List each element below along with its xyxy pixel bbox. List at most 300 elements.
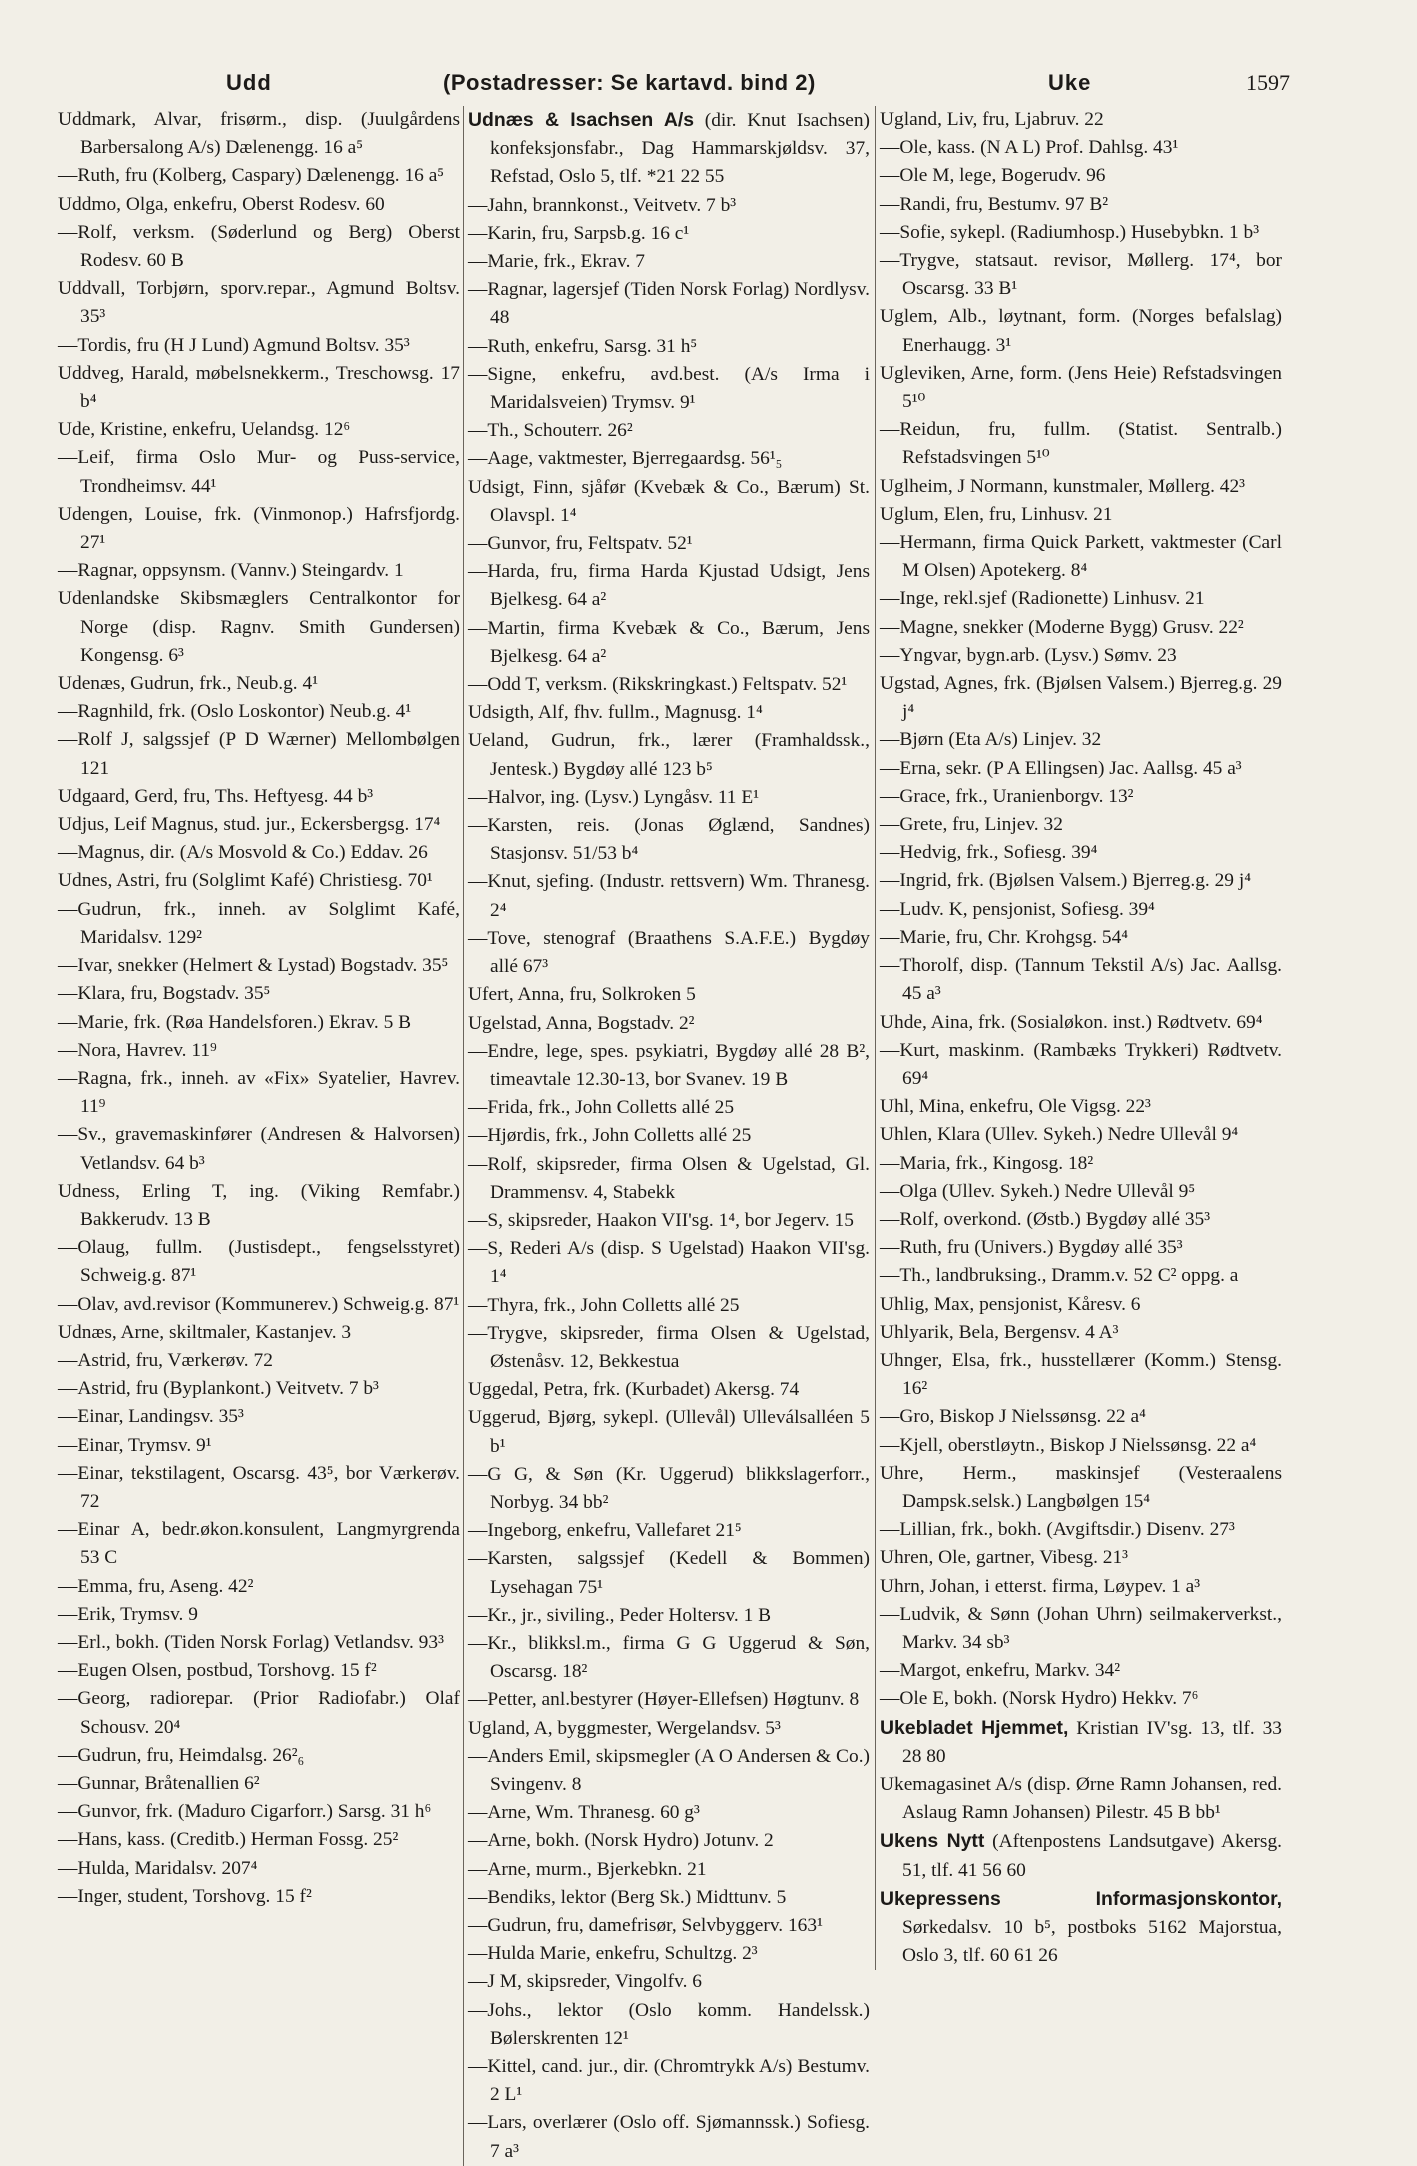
entry-text: —Rolf J, salgssjef (P D Wærner) Mellombølgen 121 bbox=[58, 729, 460, 779]
directory-entry bbox=[58, 1009, 460, 1037]
entry-text: —Einar A, bedr.økon.konsulent, Langmyrgrenda 53 C bbox=[58, 1519, 460, 1569]
entry-text: —Thyra, frk., John Colletts allé 25 bbox=[468, 1294, 740, 1316]
entry-text: —Tove, stenograf (Braathens S.A.F.E.) Bygdøy allé 67³ bbox=[468, 927, 870, 978]
directory-entry bbox=[880, 162, 1282, 190]
directory-entry bbox=[880, 1657, 1282, 1685]
directory-entry bbox=[880, 1885, 1282, 1971]
directory-entry bbox=[58, 811, 460, 839]
entry-text: —Ole E, bokh. (Norsk Hydro) Hekkv. 7⁶ bbox=[880, 1688, 1199, 1710]
directory-entry bbox=[880, 501, 1282, 529]
directory-entry bbox=[468, 333, 870, 361]
directory-entry bbox=[58, 332, 460, 360]
directory-entry bbox=[468, 1517, 870, 1545]
entry-text: —Arne, bokh. (Norsk Hydro) Jotunv. 2 bbox=[468, 1830, 774, 1852]
entry-text: Uhl, Mina, enkefru, Ole Vigsg. 22³ bbox=[880, 1096, 1151, 1118]
directory-entry bbox=[468, 106, 870, 192]
directory-entry bbox=[58, 1432, 460, 1460]
entry-text: —Inge, rekl.sjef (Radionette) Linhusv. 21 bbox=[880, 588, 1205, 610]
entry-text: —Hulda Marie, enkefru, Schultzg. 2³ bbox=[468, 1943, 758, 1965]
directory-entry bbox=[58, 1742, 460, 1770]
directory-columns bbox=[58, 106, 1290, 2162]
entry-text: —G G, & Søn (Kr. Uggerud) blikkslagerforr., Norbyg. 34 bb² bbox=[468, 1463, 870, 1513]
entry-text: —Lars, overlærer (Oslo off. Sjømannssk.) Sofiesg. 7 a³ bbox=[468, 2112, 870, 2162]
directory-entry bbox=[468, 248, 870, 276]
entry-text: —Ludvik, & Sønn (Johan Uhrn) seilmakerverkst., Markv. 34 sb³ bbox=[880, 1603, 1282, 1653]
entry-text: Ugstad, Agnes, frk. (Bjølsen Valsem.) Bjerreg.g. 29 j⁴ bbox=[880, 673, 1282, 723]
directory-entry bbox=[880, 1291, 1282, 1319]
entry-text: Uggerud, Bjørg, sykepl. (Ullevål) Ulleválsalléen 5 b¹ bbox=[468, 1407, 870, 1457]
directory-entry bbox=[880, 1150, 1282, 1178]
directory-entry bbox=[880, 1262, 1282, 1290]
entry-text: —Gudrun, fru, damefrisør, Selvbyggerv. 163¹ bbox=[468, 1915, 823, 1936]
entry-text: Udenlandske Skibsmæglers Centralkontor for Norge (disp. Ragnv. Smith Gundersen) Kongensg. 6³ bbox=[58, 588, 460, 666]
entry-text: Ukemagasinet A/s (disp. Ørne Ramn Johansen, red. Aslaug Ramn Johansen) Pilestr. 45 B bb¹ bbox=[880, 1773, 1282, 1824]
directory-entry bbox=[58, 980, 460, 1008]
directory-entry bbox=[58, 416, 460, 444]
entry-text: Ufert, Anna, fru, Solkroken 5 bbox=[468, 984, 696, 1006]
directory-entry bbox=[468, 1799, 870, 1827]
directory-entry bbox=[58, 275, 460, 331]
entry-text: —Hedvig, frk., Sofiesg. 39⁴ bbox=[880, 842, 1098, 864]
entry-text: —Marie, frk. (Røa Handelsforen.) Ekrav. 5 B bbox=[58, 1011, 412, 1033]
entry-text: —Rolf, verksm. (Søderlund og Berg) Oberst Rodesv. 60 B bbox=[58, 221, 460, 272]
directory-entry bbox=[468, 1404, 870, 1460]
directory-entry bbox=[58, 444, 460, 500]
entry-text: —Trygve, skipsreder, firma Olsen & Ugelstad, Østenåsv. 12, Bekkestua bbox=[468, 1322, 870, 1372]
entry-text: —Nora, Havrev. 11⁹ bbox=[58, 1039, 217, 1061]
directory-entry bbox=[468, 2109, 870, 2165]
entry-text: —Trygve, statsaut. revisor, Møllerg. 17⁴, bor Oscarsg. 33 B¹ bbox=[880, 250, 1282, 300]
entry-company-name: Ukebladet Hjemmet, bbox=[880, 1716, 1069, 1739]
entry-text: —Harda, fru, firma Harda Kjustad Udsigt, Jens Bjelkesg. 64 a² bbox=[468, 561, 870, 611]
directory-entry bbox=[468, 615, 870, 671]
directory-entry bbox=[58, 1770, 460, 1798]
entry-text: —Bendiks, lektor (Berg Sk.) Midttunv. 5 bbox=[468, 1886, 787, 1908]
entry-text: Kristian IV'sg. 13, tlf. 33 28 80 bbox=[902, 1717, 1282, 1767]
directory-entry bbox=[58, 557, 460, 585]
directory-entry bbox=[880, 219, 1282, 247]
directory-entry bbox=[58, 1629, 460, 1657]
directory-entry bbox=[468, 1715, 870, 1743]
directory-entry bbox=[880, 1432, 1282, 1460]
directory-entry bbox=[468, 1856, 870, 1884]
entry-text: —Karsten, reis. (Jonas Øglænd, Sandnes) Stasjonsv. 51/53 b⁴ bbox=[468, 815, 870, 865]
directory-entry bbox=[58, 106, 460, 162]
entry-text: —Signe, enkefru, avd.best. (A/s Irma i Maridalsveien) Trymsv. 9¹ bbox=[468, 363, 870, 414]
directory-entry bbox=[58, 1798, 460, 1826]
directory-entry bbox=[880, 811, 1282, 839]
entry-text: Uhde, Aina, frk. (Sosialøkon. inst.) Rødtvetv. 69⁴ bbox=[880, 1011, 1263, 1033]
entry-text: —Gunvor, fru, Feltspatv. 52¹ bbox=[468, 533, 693, 555]
directory-entry bbox=[880, 529, 1282, 585]
entry-text: —Olav, avd.revisor (Kommunerev.) Schweig.g. 87¹ bbox=[58, 1293, 460, 1315]
entry-text: —Inger, student, Torshovg. 15 f² bbox=[58, 1885, 312, 1907]
entry-text: —Hulda, Maridalsv. 207⁴ bbox=[58, 1857, 258, 1879]
entry-text: —Erl., bokh. (Tiden Norsk Forlag) Vetlandsv. 93³ bbox=[58, 1631, 444, 1653]
directory-entry bbox=[58, 360, 460, 416]
entry-text: —Halvor, ing. (Lysv.) Lyngåsv. 11 E¹ bbox=[468, 786, 760, 808]
directory-entry bbox=[880, 1206, 1282, 1234]
directory-entry bbox=[880, 1093, 1282, 1121]
entry-text: —Arne, Wm. Thranesg. 60 g³ bbox=[468, 1802, 700, 1824]
entry-text: —Sv., gravemaskinfører (Andresen & Halvorsen) Vetlandsv. 64 b³ bbox=[58, 1124, 460, 1174]
directory-entry bbox=[58, 1121, 460, 1177]
entry-text: Uddvall, Torbjørn, sporv.repar., Agmund Boltsv. 35³ bbox=[58, 278, 460, 328]
entry-text: —Reidun, fru, fullm. (Statist. Sentralb.) Refstadsvingen 5¹⁰ bbox=[880, 419, 1282, 469]
entry-text: Sørkedalsv. 10 b⁵, postboks 5162 Majorstua, Oslo 3, tlf. 60 61 26 bbox=[902, 1917, 1282, 1967]
entry-text: —Grace, frk., Uranienborgv. 13² bbox=[880, 785, 1134, 807]
entry-text: Uglum, Elen, fru, Linhusv. 21 bbox=[880, 503, 1113, 525]
directory-entry bbox=[880, 1319, 1282, 1347]
directory-entry bbox=[880, 1544, 1282, 1572]
directory-entry bbox=[880, 134, 1282, 162]
directory-entry bbox=[880, 896, 1282, 924]
entry-text: —Gudrun, frk., inneh. av Solglimt Kafé, Maridalsv. 129² bbox=[58, 898, 460, 948]
directory-entry bbox=[880, 755, 1282, 783]
entry-text: —Ole M, lege, Bogerudv. 96 bbox=[880, 165, 1106, 187]
entry-text: —Magnus, dir. (A/s Mosvold & Co.) Eddav. 26 bbox=[58, 842, 428, 864]
directory-entry bbox=[468, 1602, 870, 1630]
entry-text: Uhlyarik, Bela, Bergensv. 4 A³ bbox=[880, 1321, 1119, 1343]
directory-entry bbox=[880, 642, 1282, 670]
directory-entry bbox=[58, 1460, 460, 1516]
directory-entry bbox=[468, 671, 870, 699]
entry-text: —Frida, frk., John Colletts allé 25 bbox=[468, 1097, 735, 1119]
directory-entry bbox=[468, 445, 870, 473]
directory-entry bbox=[468, 1010, 870, 1038]
directory-entry bbox=[58, 1826, 460, 1854]
entry-text: —Ingeborg, enkefru, Vallefaret 21⁵ bbox=[468, 1520, 742, 1542]
directory-entry bbox=[880, 191, 1282, 219]
entry-text: —Rolf, skipsreder, firma Olsen & Ugelstad, Gl. Drammensv. 4, Stabekk bbox=[468, 1153, 870, 1203]
directory-page bbox=[58, 66, 1290, 2162]
directory-entry bbox=[468, 1968, 870, 1996]
directory-entry bbox=[880, 614, 1282, 642]
directory-entry bbox=[880, 585, 1282, 613]
directory-entry bbox=[468, 361, 870, 417]
directory-entry bbox=[58, 191, 460, 219]
directory-entry bbox=[468, 1912, 870, 1940]
directory-entry bbox=[468, 1743, 870, 1799]
directory-entry bbox=[880, 1009, 1282, 1037]
directory-entry bbox=[880, 924, 1282, 952]
directory-entry bbox=[58, 1855, 460, 1883]
entry-text: —Einar, Trymsv. 9¹ bbox=[58, 1434, 212, 1456]
entry-text: —Kurt, maskinm. (Rambæks Trykkeri) Rødtvetv. 69⁴ bbox=[880, 1039, 1282, 1089]
directory-entry bbox=[58, 867, 460, 895]
entry-text: Udness, Erling T, ing. (Viking Remfabr.) Bakkerudv. 13 B bbox=[58, 1180, 460, 1230]
entry-text: Udenæs, Gudrun, frk., Neub.g. 4¹ bbox=[58, 673, 319, 695]
entry-text: —Kr., jr., siviling., Peder Holtersv. 1 B bbox=[468, 1604, 772, 1626]
entry-text: Uhrn, Johan, i etterst. firma, Løypev. 1 a³ bbox=[880, 1575, 1201, 1597]
directory-entry bbox=[468, 192, 870, 220]
directory-entry bbox=[468, 1235, 870, 1291]
entry-text: —Einar, tekstilagent, Oscarsg. 43⁵, bor Værkerøv. 72 bbox=[58, 1462, 460, 1512]
entry-text: Ude, Kristine, enkefru, Uelandsg. 12⁶ bbox=[58, 419, 351, 441]
entry-text: (Aftenpostens Landsutgave) Akersg. 51, tlf. 41 56 60 bbox=[902, 1831, 1282, 1881]
directory-entry bbox=[58, 1685, 460, 1741]
header-range-start: Udd bbox=[226, 70, 272, 95]
entry-text: —Bjørn (Eta A/s) Linjev. 32 bbox=[880, 729, 1102, 751]
directory-entry bbox=[880, 473, 1282, 501]
entry-text: —Hjørdis, frk., John Colletts allé 25 bbox=[468, 1125, 752, 1147]
entry-text: —Marie, fru, Chr. Krohgsg. 54⁴ bbox=[880, 926, 1129, 948]
directory-entry bbox=[468, 1038, 870, 1094]
entry-text: —Karin, fru, Sarpsb.g. 16 c¹ bbox=[468, 222, 690, 244]
entry-text: —Erik, Trymsv. 9 bbox=[58, 1603, 198, 1625]
entry-text: —Erna, sekr. (P A Ellingsen) Jac. Aallsg. 45 a³ bbox=[880, 757, 1242, 779]
directory-entry bbox=[58, 1516, 460, 1572]
entry-text: —Endre, lege, spes. psykiatri, Bygdøy allé 28 B², timeavtale 12.30-13, bor Svanev. 19 B bbox=[468, 1040, 870, 1090]
directory-entry bbox=[58, 162, 460, 190]
directory-entry bbox=[880, 1714, 1282, 1771]
entry-text: —S, skipsreder, Haakon VII'sg. 1⁴, bor Jegerv. 15 bbox=[468, 1209, 854, 1231]
directory-entry bbox=[468, 981, 870, 1009]
directory-entry bbox=[468, 1207, 870, 1235]
entry-text: —Grete, fru, Linjev. 32 bbox=[880, 814, 1063, 836]
entry-text: —Gudrun, fru, Heimdalsg. 26²₆ bbox=[58, 1744, 305, 1766]
entry-text: —Lillian, frk., bokh. (Avgiftsdir.) Disenv. 27³ bbox=[880, 1519, 1235, 1541]
entry-text: Udjus, Leif Magnus, stud. jur., Eckersbergsg. 17⁴ bbox=[58, 814, 441, 836]
entry-text: —Knut, sjefing. (Industr. rettsvern) Wm. Thranesg. 2⁴ bbox=[468, 871, 870, 921]
entry-text: —Magne, snekker (Moderne Bygg) Grusv. 22² bbox=[880, 616, 1244, 638]
entry-text: —Leif, firma Oslo Mur- og Puss-service, Trondheimsv. 44¹ bbox=[58, 447, 460, 497]
directory-entry bbox=[468, 1686, 870, 1714]
entry-text: Ueland, Gudrun, frk., lærer (Framhaldssk., Jentesk.) Bygdøy allé 123 b⁵ bbox=[468, 730, 870, 780]
entry-text: Uggedal, Petra, frk. (Kurbadet) Akersg. 74 bbox=[468, 1379, 800, 1401]
entry-text: —Johs., lektor (Oslo komm. Handelssk.) Bølerskrenten 12¹ bbox=[468, 1999, 870, 2049]
directory-entry bbox=[58, 670, 460, 698]
entry-text: —Kjell, oberstløytn., Biskop J Nielssønsg. 22 a⁴ bbox=[880, 1434, 1257, 1456]
entry-text: Ugland, Liv, fru, Ljabruv. 22 bbox=[880, 109, 1104, 130]
entry-text: —Karsten, salgssjef (Kedell & Bommen) Lysehagan 75¹ bbox=[468, 1548, 870, 1598]
entry-text: —Emma, fru, Aseng. 42² bbox=[58, 1575, 254, 1597]
directory-entry bbox=[58, 839, 460, 867]
entry-text: Uhlig, Max, pensjonist, Kåresv. 6 bbox=[880, 1293, 1141, 1315]
entry-text: —Ragnhild, frk. (Oslo Loskontor) Neub.g. 4¹ bbox=[58, 701, 412, 723]
directory-entry bbox=[58, 1347, 460, 1375]
entry-text: —Ruth, fru (Univers.) Bygdøy allé 35³ bbox=[880, 1237, 1183, 1259]
page-header bbox=[58, 66, 1290, 100]
directory-entry bbox=[58, 783, 460, 811]
entry-text: —Th., Schouterr. 26² bbox=[468, 420, 633, 442]
entry-text: —Hermann, firma Quick Parkett, vaktmester (Carl M Olsen) Apotekerg. 8⁴ bbox=[880, 532, 1282, 582]
entry-text: Udengen, Louise, frk. (Vinmonop.) Hafrsfjordg. 27¹ bbox=[58, 503, 460, 554]
entry-text: —Sofie, sykepl. (Radiumhosp.) Husebybkn. 1 b³ bbox=[880, 221, 1260, 243]
directory-entry bbox=[880, 1460, 1282, 1516]
entry-text: —Olaug, fullm. (Justisdept., fengselsstyret) Schweig.g. 87¹ bbox=[58, 1237, 460, 1287]
directory-entry bbox=[58, 1601, 460, 1629]
directory-entry bbox=[58, 698, 460, 726]
entry-text: Uhre, Herm., maskinsjef (Vesteraalens Dampsk.selsk.) Langbølgen 15⁴ bbox=[880, 1462, 1282, 1512]
entry-text: —Ludv. K, pensjonist, Sofiesg. 39⁴ bbox=[880, 898, 1155, 920]
directory-entry bbox=[58, 952, 460, 980]
directory-entry bbox=[468, 784, 870, 812]
directory-entry bbox=[468, 417, 870, 445]
directory-entry bbox=[468, 1376, 870, 1404]
entry-text: —Ingrid, frk. (Bjølsen Valsem.) Bjerreg.g. 29 j⁴ bbox=[880, 870, 1251, 892]
entry-text: Uddmark, Alvar, frisørm., disp. (Juulgårdens Barbersalong A/s) Dælenengg. 16 a⁵ bbox=[58, 109, 460, 159]
entry-text: —Ragnar, oppsynsm. (Vannv.) Steingardv. 1 bbox=[58, 560, 404, 582]
entry-text: —Ragna, frk., inneh. av «Fix» Syatelier, Havrev. 11⁹ bbox=[58, 1067, 460, 1118]
directory-entry bbox=[58, 1234, 460, 1290]
directory-entry bbox=[468, 1292, 870, 1320]
entry-text: —Maria, frk., Kingosg. 18² bbox=[880, 1152, 1094, 1174]
entry-text: —Anders Emil, skipsmegler (A O Andersen & Co.) Svingenv. 8 bbox=[468, 1745, 870, 1795]
directory-entry bbox=[880, 1037, 1282, 1093]
entry-text: —Kr., blikksl.m., firma G G Uggerud & Søn, Oscarsg. 18² bbox=[468, 1632, 870, 1683]
entry-text: —Eugen Olsen, postbud, Torshovg. 15 f² bbox=[58, 1660, 377, 1682]
directory-entry bbox=[880, 1178, 1282, 1206]
directory-entry bbox=[58, 501, 460, 557]
directory-entry bbox=[58, 1291, 460, 1319]
entry-text: Udsigt, Finn, sjåfør (Kvebæk & Co., Bærum) St. Olavspl. 1⁴ bbox=[468, 476, 870, 526]
entry-text: —Marie, frk., Ekrav. 7 bbox=[468, 251, 645, 273]
directory-entry bbox=[58, 1573, 460, 1601]
directory-entry bbox=[58, 1883, 460, 1911]
entry-text: Udnes, Astri, fru (Solglimt Kafé) Christiesg. 70¹ bbox=[58, 870, 433, 892]
directory-entry bbox=[468, 2053, 870, 2109]
entry-text: —Astrid, fru (Byplankont.) Veitvetv. 7 b³ bbox=[58, 1378, 379, 1400]
directory-entry bbox=[58, 1375, 460, 1403]
entry-text: —Ole, kass. (N A L) Prof. Dahlsg. 43¹ bbox=[880, 137, 1179, 159]
page-number: 1597 bbox=[1246, 70, 1290, 95]
entry-text: Uddveg, Harald, møbelsnekkerm., Treschowsg. 17 b⁴ bbox=[58, 362, 460, 413]
entry-text: —Th., landbruksing., Dramm.v. 52 C² oppg. a bbox=[880, 1265, 1239, 1287]
directory-column-2 bbox=[468, 106, 870, 2166]
entry-company-name: Ukens Nytt bbox=[880, 1830, 985, 1853]
entry-text: —Ruth, fru (Kolberg, Caspary) Dælenengg. 16 a⁵ bbox=[58, 165, 445, 187]
directory-entry bbox=[880, 839, 1282, 867]
entry-text: Uhlen, Klara (Ullev. Sykeh.) Nedre Ullevål 9⁴ bbox=[880, 1124, 1239, 1146]
header-range-end: Uke bbox=[1048, 70, 1092, 95]
entry-company-name: Udnæs & Isachsen A/s bbox=[468, 109, 694, 131]
entry-text: Udgaard, Gerd, fru, Ths. Heftyesg. 44 b³ bbox=[58, 785, 374, 807]
directory-entry bbox=[880, 303, 1282, 359]
directory-entry bbox=[880, 1234, 1282, 1262]
entry-text: —Martin, firma Kvebæk & Co., Bærum, Jens Bjelkesg. 64 a² bbox=[468, 617, 870, 667]
entry-text: —Rolf, overkond. (Østb.) Bygdøy allé 35³ bbox=[880, 1208, 1211, 1230]
entry-text: —Ragnar, lagersjef (Tiden Norsk Forlag) Nordlysv. 48 bbox=[468, 279, 870, 329]
entry-text: —Petter, anl.bestyrer (Høyer-Ellefsen) Høgtunv. 8 bbox=[468, 1689, 860, 1711]
directory-entry bbox=[880, 1347, 1282, 1403]
entry-text: Uhnger, Elsa, frk., husstellærer (Komm.) Stensg. 16² bbox=[880, 1349, 1282, 1400]
entry-text: —Gunvor, frk. (Maduro Cigarforr.) Sarsg. 31 h⁶ bbox=[58, 1801, 432, 1823]
directory-entry bbox=[468, 530, 870, 558]
entry-text: —Klara, fru, Bogstadv. 35⁵ bbox=[58, 983, 271, 1005]
entry-text: —Astrid, fru, Værkerøv. 72 bbox=[58, 1349, 273, 1371]
entry-company-name: Ukepressens Informasjonskontor, bbox=[880, 1887, 1282, 1910]
entry-text: Uglheim, J Normann, kunstmaler, Møllerg. 42³ bbox=[880, 475, 1245, 497]
directory-entry bbox=[468, 812, 870, 868]
directory-entry bbox=[880, 1827, 1282, 1884]
directory-column-1 bbox=[58, 106, 460, 1911]
entry-text: —Ruth, enkefru, Sarsg. 31 h⁵ bbox=[468, 335, 698, 357]
directory-entry bbox=[880, 106, 1282, 134]
entry-text: Uhren, Ole, gartner, Vibesg. 21³ bbox=[880, 1547, 1128, 1569]
directory-entry bbox=[468, 925, 870, 981]
directory-entry bbox=[58, 1178, 460, 1234]
directory-entry bbox=[880, 1403, 1282, 1431]
directory-entry bbox=[58, 1319, 460, 1347]
entry-text: Ugleviken, Arne, form. (Jens Heie) Refstadsvingen 5¹⁰ bbox=[880, 362, 1282, 413]
directory-entry bbox=[880, 670, 1282, 726]
directory-entry bbox=[468, 220, 870, 248]
entry-text: —S, Rederi A/s (disp. S Ugelstad) Haakon VII'sg. 1⁴ bbox=[468, 1238, 870, 1288]
directory-entry bbox=[468, 1151, 870, 1207]
directory-entry bbox=[880, 1573, 1282, 1601]
entry-text: —Georg, radiorepar. (Prior Radiofabr.) Olaf Schousv. 20⁴ bbox=[58, 1688, 460, 1738]
directory-entry bbox=[58, 585, 460, 670]
directory-entry bbox=[880, 1771, 1282, 1827]
entry-text: —Yngvar, bygn.arb. (Lysv.) Sømv. 23 bbox=[880, 644, 1177, 666]
entry-text: —Margot, enkefru, Markv. 34² bbox=[880, 1660, 1121, 1682]
directory-entry bbox=[468, 699, 870, 727]
directory-entry bbox=[58, 896, 460, 952]
directory-entry bbox=[468, 1461, 870, 1517]
directory-entry bbox=[880, 416, 1282, 472]
directory-entry bbox=[880, 1685, 1282, 1713]
directory-entry bbox=[58, 1037, 460, 1065]
directory-entry bbox=[468, 1940, 870, 1968]
directory-entry bbox=[468, 474, 870, 530]
directory-entry bbox=[468, 1997, 870, 2053]
directory-entry bbox=[468, 868, 870, 924]
entry-text: Udsigth, Alf, fhv. fullm., Magnusg. 1⁴ bbox=[468, 702, 763, 724]
entry-text: —Olga (Ullev. Sykeh.) Nedre Ullevål 9⁵ bbox=[880, 1180, 1196, 1202]
directory-entry bbox=[468, 1630, 870, 1686]
header-note: (Postadresser: Se kartavd. bind 2) bbox=[443, 70, 816, 95]
directory-entry bbox=[880, 867, 1282, 895]
directory-entry bbox=[468, 727, 870, 783]
entry-text: (dir. Knut Isachsen) konfeksjonsfabr., Dag Hammarskjøldsv. 37, Refstad, Oslo 5, tlf. *21 22 55 bbox=[490, 110, 870, 188]
directory-entry bbox=[468, 1827, 870, 1855]
entry-text: —Ivar, snekker (Helmert & Lystad) Bogstadv. 35⁵ bbox=[58, 955, 449, 977]
directory-entry bbox=[880, 360, 1282, 416]
entry-text: —Tordis, fru (H J Lund) Agmund Boltsv. 35³ bbox=[58, 334, 410, 356]
directory-entry bbox=[468, 1884, 870, 1912]
entry-text: Uddmo, Olga, enkefru, Oberst Rodesv. 60 bbox=[58, 193, 385, 215]
directory-entry bbox=[58, 1657, 460, 1685]
directory-entry bbox=[468, 1545, 870, 1601]
directory-entry bbox=[468, 1094, 870, 1122]
entry-text: —Randi, fru, Bestumv. 97 B² bbox=[880, 193, 1109, 215]
entry-text: —J M, skipsreder, Vingolfv. 6 bbox=[468, 1971, 702, 1993]
entry-text: Uglem, Alb., løytnant, form. (Norges befalslag) Enerhaugg. 3¹ bbox=[880, 306, 1282, 356]
entry-text: —Aage, vaktmester, Bjerregaardsg. 56¹₅ bbox=[468, 448, 783, 470]
directory-entry bbox=[468, 1320, 870, 1376]
entry-text: —Arne, murm., Bjerkebkn. 21 bbox=[468, 1858, 707, 1880]
directory-entry bbox=[468, 276, 870, 332]
entry-text: —Thorolf, disp. (Tannum Tekstil A/s) Jac. Aallsg. 45 a³ bbox=[880, 955, 1282, 1005]
directory-entry bbox=[468, 558, 870, 614]
entry-text: Ugelstad, Anna, Bogstadv. 2² bbox=[468, 1012, 695, 1034]
entry-text: —Gro, Biskop J Nielssønsg. 22 a⁴ bbox=[880, 1406, 1146, 1428]
directory-entry bbox=[880, 726, 1282, 754]
directory-column-3 bbox=[880, 106, 1282, 1970]
entry-text: —Kittel, cand. jur., dir. (Chromtrykk A/s) Bestumv. 2 L¹ bbox=[468, 2056, 870, 2106]
entry-text: —Odd T, verksm. (Rikskringkast.) Feltspatv. 52¹ bbox=[468, 674, 848, 696]
directory-entry bbox=[58, 219, 460, 275]
entry-text: Udnæs, Arne, skiltmaler, Kastanjev. 3 bbox=[58, 1321, 352, 1343]
directory-entry bbox=[880, 783, 1282, 811]
entry-text: —Jahn, brannkonst., Veitvetv. 7 b³ bbox=[468, 194, 737, 216]
directory-entry bbox=[880, 1601, 1282, 1657]
directory-entry bbox=[880, 1516, 1282, 1544]
directory-entry bbox=[880, 1121, 1282, 1149]
directory-entry bbox=[880, 952, 1282, 1008]
directory-entry bbox=[880, 247, 1282, 303]
